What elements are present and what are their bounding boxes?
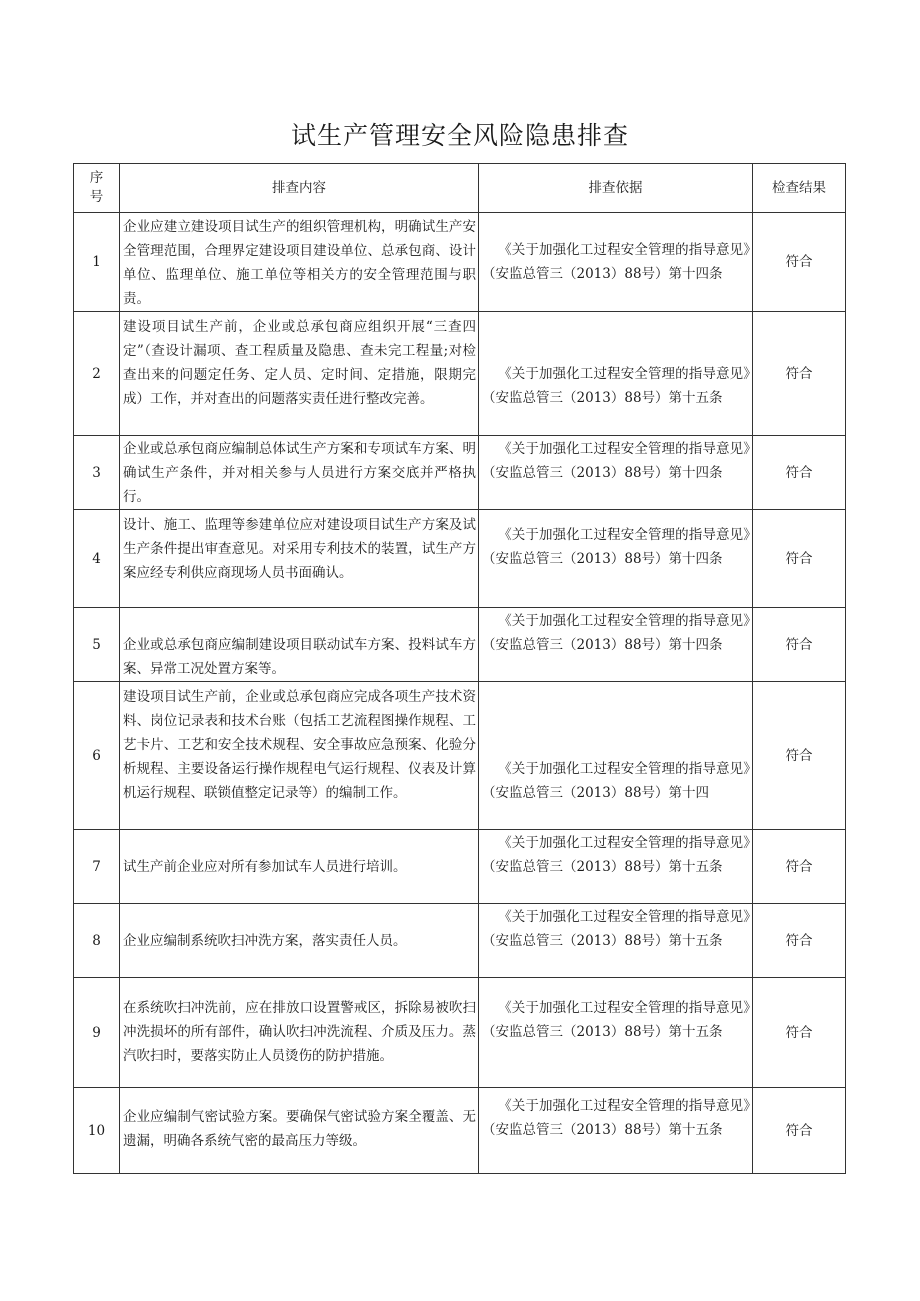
- header-num: 序号: [74, 164, 120, 213]
- row-content: 企业应编制系统吹扫冲洗方案，落实责任人员。: [120, 904, 479, 978]
- row-num: 10: [74, 1088, 120, 1174]
- row-num: 7: [74, 830, 120, 904]
- inspection-table: [73, 163, 846, 1174]
- row-content: 企业应建立建设项目试生产的组织管理机构，明确试生产安全管理范围，合理界定建设项目建设单位、总承包商、设计单位、监理单位、施工单位等相关方的安全管理范围与职责。: [120, 213, 479, 312]
- table-row: [74, 608, 846, 682]
- row-basis: 《关于加强化工过程安全管理的指导意见》（安监总管三（2013）88号）第十五条: [479, 830, 753, 904]
- row-result: 符合: [753, 904, 846, 978]
- row-result: 符合: [753, 1088, 846, 1174]
- row-num: 5: [74, 608, 120, 682]
- row-content: 企业或总承包商应编制总体试生产方案和专项试车方案、明确试生产条件，并对相关参与人员进行方案交底并严格执行。: [120, 436, 479, 510]
- row-basis: 《关于加强化工过程安全管理的指导意见》（安监总管三（2013）88号）第十四: [479, 682, 753, 830]
- row-num: 3: [74, 436, 120, 510]
- row-num: 1: [74, 213, 120, 312]
- header-result: 检查结果: [753, 164, 846, 213]
- row-basis: 《关于加强化工过程安全管理的指导意见》（安监总管三（2013）88号）第十五条: [479, 312, 753, 436]
- row-basis: 《关于加强化工过程安全管理的指导意见》（安监总管三（2013）88号）第十五条: [479, 904, 753, 978]
- table-row: [74, 510, 846, 608]
- table-row: [74, 978, 846, 1088]
- table-row: [74, 904, 846, 978]
- row-basis: 《关于加强化工过程安全管理的指导意见》（安监总管三（2013）88号）第十五条: [479, 978, 753, 1088]
- table-row: [74, 1088, 846, 1174]
- row-content: 设计、施工、监理等参建单位应对建设项目试生产方案及试生产条件提出审查意见。对采用专利技术的装置，试生产方案应经专利供应商现场人员书面确认。: [120, 510, 479, 608]
- row-result: 符合: [753, 312, 846, 436]
- table-row: [74, 213, 846, 312]
- header-basis: 排查依据: [479, 164, 753, 213]
- page-title: 试生产管理安全风险隐患排查: [290, 121, 629, 150]
- row-content: 建设项目试生产前，企业或总承包商应组织开展“三查四定”（查设计漏项、查工程质量及隐患、查未完工程量;对检查出来的问题定任务、定人员、定时间、定措施，限期完成）工作，并对查出的问题落实责任进行整改完善。: [120, 312, 479, 436]
- row-result: 符合: [753, 510, 846, 608]
- row-basis: 《关于加强化工过程安全管理的指导意见》（安监总管三（2013）88号）第十五条: [479, 1088, 753, 1174]
- row-basis: 《关于加强化工过程安全管理的指导意见》（安监总管三（2013）88号）第十四条: [479, 213, 753, 312]
- row-num: 4: [74, 510, 120, 608]
- row-num: 2: [74, 312, 120, 436]
- table-row: [74, 312, 846, 436]
- row-num: 6: [74, 682, 120, 830]
- row-content: 建设项目试生产前，企业或总承包商应完成各项生产技术资料、岗位记录表和技术台账（包括工艺流程图操作规程、工艺卡片、工艺和安全技术规程、安全事故应急预案、化验分析规程、主要设备运行操作规程电气运行规程、仪表及计算机运行规程、联锁值整定记录等）的编制工作。: [120, 682, 479, 830]
- row-result: 符合: [753, 978, 846, 1088]
- row-content: 在系统吹扫冲洗前，应在排放口设置警戒区，拆除易被吹扫冲洗损坏的所有部件，确认吹扫冲洗流程、介质及压力。蒸汽吹扫时，要落实防止人员烫伤的防护措施。: [120, 978, 479, 1088]
- header-content: 排查内容: [120, 164, 479, 213]
- row-result: 符合: [753, 682, 846, 830]
- row-content: 企业或总承包商应编制建设项目联动试车方案、投料试车方案、异常工况处置方案等。: [120, 608, 479, 682]
- row-result: 符合: [753, 213, 846, 312]
- row-num: 8: [74, 904, 120, 978]
- row-result: 符合: [753, 830, 846, 904]
- row-content: 试生产前企业应对所有参加试车人员进行培训。: [120, 830, 479, 904]
- row-result: 符合: [753, 608, 846, 682]
- table-row: [74, 830, 846, 904]
- table-row: [74, 682, 846, 830]
- row-basis: 《关于加强化工过程安全管理的指导意见》（安监总管三（2013）88号）第十四条: [479, 608, 753, 682]
- table-header-row: [74, 164, 846, 213]
- table-row: [74, 436, 846, 510]
- row-num: 9: [74, 978, 120, 1088]
- row-basis: 《关于加强化工过程安全管理的指导意见》（安监总管三（2013）88号）第十四条: [479, 510, 753, 608]
- row-basis: 《关于加强化工过程安全管理的指导意见》（安监总管三（2013）88号）第十四条: [479, 436, 753, 510]
- row-content: 企业应编制气密试验方案。要确保气密试验方案全覆盖、无遗漏，明确各系统气密的最高压力等级。: [120, 1088, 479, 1174]
- row-result: 符合: [753, 436, 846, 510]
